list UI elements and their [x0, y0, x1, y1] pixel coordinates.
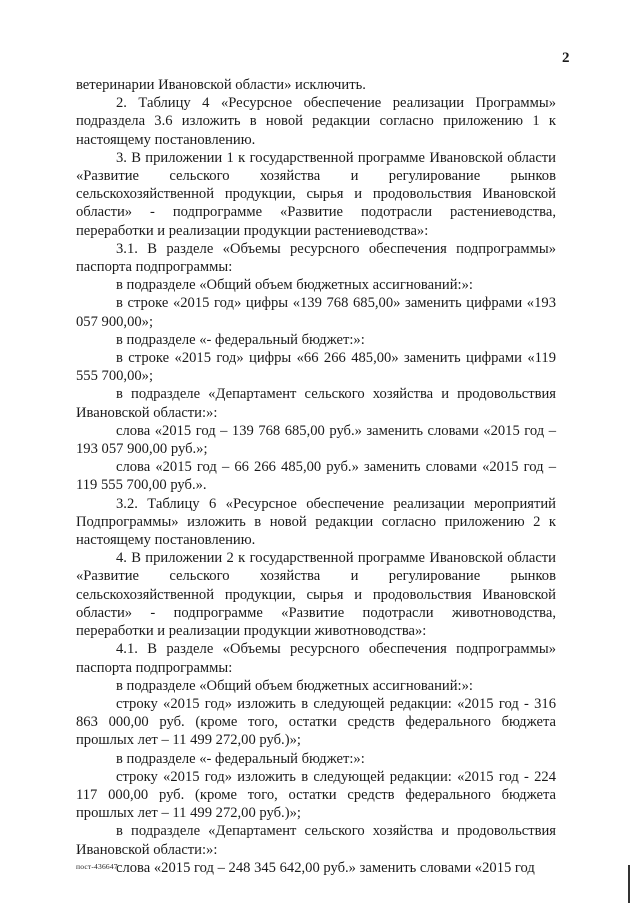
- paragraph: в строке «2015 год» цифры «66 266 485,00» заменить цифрами «119 555 700,00»;: [76, 350, 556, 385]
- paragraph: строку «2015 год» изложить в следующей редакции: «2015 год - 316 863 000,00 руб. (кроме того, остатки средств федерального бюджета прошлых лет – 11 499 272,00 руб.)»;: [76, 695, 556, 749]
- margin-mark: [628, 865, 630, 903]
- paragraph: в подразделе «- федеральный бюджет:»:: [116, 750, 365, 767]
- paragraph: в подразделе «Общий объем бюджетных ассигнований:»:: [116, 277, 473, 294]
- paragraph: ветеринарии Ивановской области» исключить.: [76, 77, 366, 93]
- paragraph: 3.2. Таблицу 6 «Ресурсное обеспечение реализации мероприятий Подпрограммы» изложить в новой редакции согласно приложению 2 к настоящему постановлению.: [76, 495, 556, 549]
- paragraph: 4. В приложении 2 к государственной программе Ивановской области «Развитие сельского хозяйства и регулирование рынков сельскохозяйственной продукции, сырья и продовольствия Ивановской области» - подпрограмме «Развитие подотрасли животноводства, переработки и реализации продукции животноводства»:: [76, 550, 556, 640]
- page-number: 2: [562, 50, 570, 66]
- paragraph: строку «2015 год» изложить в следующей редакции: «2015 год - 224 117 000,00 руб. (кроме того, остатки средств федерального бюджета прошлых лет – 11 499 272,00 руб.)»;: [76, 768, 556, 822]
- document-body: [76, 76, 556, 877]
- paragraph: слова «2015 год – 139 768 685,00 руб.» заменить словами «2015 год – 193 057 900,00 руб.»;: [76, 422, 556, 458]
- paragraph: 3. В приложении 1 к государственной программе Ивановской области «Развитие сельского хозяйства и регулирование рынков сельскохозяйственной продукции, сырья и продовольствия Ивановской области» - подпрограмме «Развитие подотрасли растениеводства, переработки и реализации продукции растениеводства»:: [76, 149, 556, 239]
- document-code: пост-436647: [76, 862, 118, 871]
- paragraph: 3.1. В разделе «Объемы ресурсного обеспечения подпрограммы» паспорта подпрограммы:: [76, 240, 556, 276]
- paragraph: слова «2015 год – 248 345 642,00 руб.» заменить словами «2015 год: [116, 859, 535, 876]
- paragraph: в подразделе «Департамент сельского хозяйства и продовольствия Ивановской области:»:: [76, 823, 556, 858]
- paragraph: в подразделе «- федеральный бюджет:»:: [116, 331, 365, 348]
- paragraph: слова «2015 год – 66 266 485,00 руб.» заменить словами «2015 год – 119 555 700,00 руб.».: [76, 459, 556, 494]
- paragraph: в строке «2015 год» цифры «139 768 685,00» заменить цифрами «193 057 900,00»;: [76, 295, 556, 330]
- paragraph: 2. Таблицу 4 «Ресурсное обеспечение реализации Программы» подраздела 3.6 изложить в новой редакции согласно приложению 1 к настоящему постановлению.: [76, 95, 556, 148]
- paragraph: 4.1. В разделе «Объемы ресурсного обеспечения подпрограммы» паспорта подпрограммы:: [76, 641, 556, 676]
- paragraph: в подразделе «Общий объем бюджетных ассигнований:»:: [116, 677, 473, 694]
- paragraph: в подразделе «Департамент сельского хозяйства и продовольствия Ивановской области:»:: [76, 386, 556, 421]
